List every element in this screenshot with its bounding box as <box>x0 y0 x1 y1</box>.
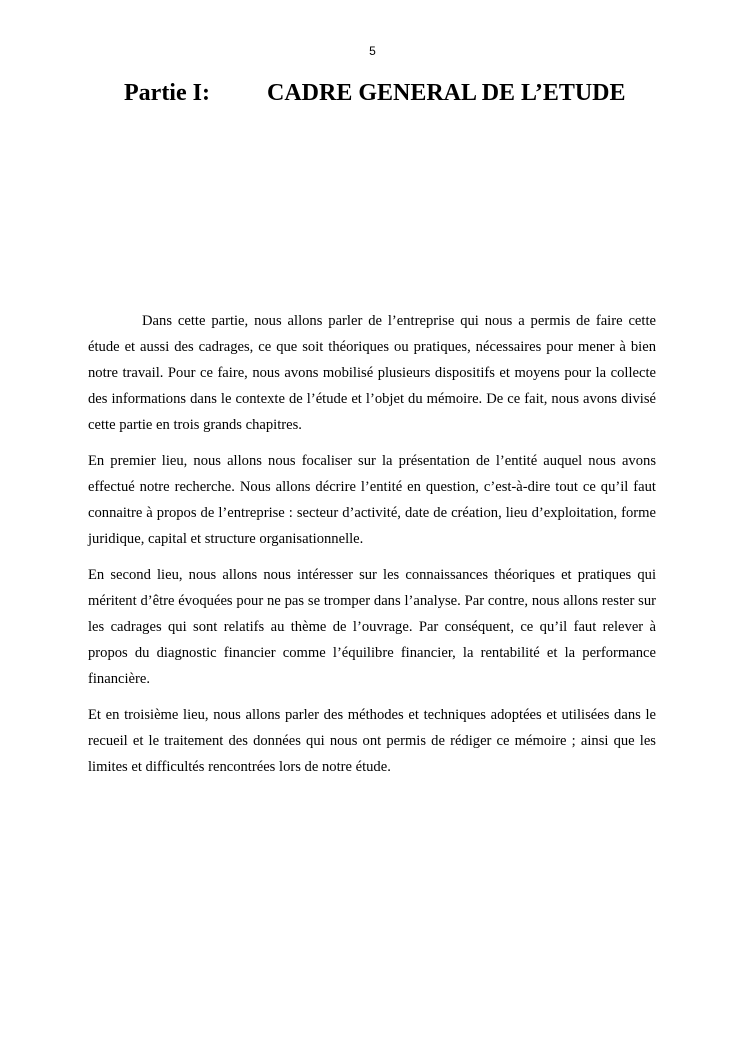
body-text <box>88 308 656 790</box>
paragraph-first: En premier lieu, nous allons nous focaliser sur la présentation de l’entité auquel nous avons effectué notre recherche. Nous allons décrire l’entité en question, c’est-à-dire tout ce qu’il faut connaitre à propos de l’entreprise : secteur d’activité, date de création, lieu d’exploitation, forme juridique, capital et structure organisationnelle. <box>88 453 656 547</box>
paragraph-third: Et en troisième lieu, nous allons parler des méthodes et techniques adoptées et utilisées dans le recueil et le traitement des données qui nous ont permis de rédiger ce mémoire ; ainsi que les limites et difficultés rencontrées lors de notre étude. <box>88 707 656 775</box>
part-label: Partie I: <box>124 80 210 106</box>
paragraph-intro: Dans cette partie, nous allons parler de l’entreprise qui nous a permis de faire cette étude et aussi des cadrages, ce que soit théoriques ou pratiques, nécessaires pour mener à bien notre travail. Pour ce faire, nous avons mobilisé plusieurs dispositifs et moyens pour la collecte des informations dans le contexte de l’étude et l’objet du mémoire. De ce fait, nous avons divisé cette partie en trois grands chapitres. <box>88 313 656 433</box>
part-title: CADRE GENERAL DE L’ETUDE <box>267 80 626 106</box>
paragraph-second: En second lieu, nous allons nous intéresser sur les connaissances théoriques et pratiques qui méritent d’être évoquées pour ne pas se tromper dans l’analyse. Par contre, nous allons rester sur les cadrages qui sont relatifs au thème de l’ouvrage. Par conséquent, ce qu’il faut relever à propos du diagnostic financier comme l’équilibre financier, la rentabilité et la performance financière. <box>88 567 656 687</box>
page-number: 5 <box>369 44 376 58</box>
part-heading <box>124 80 705 107</box>
